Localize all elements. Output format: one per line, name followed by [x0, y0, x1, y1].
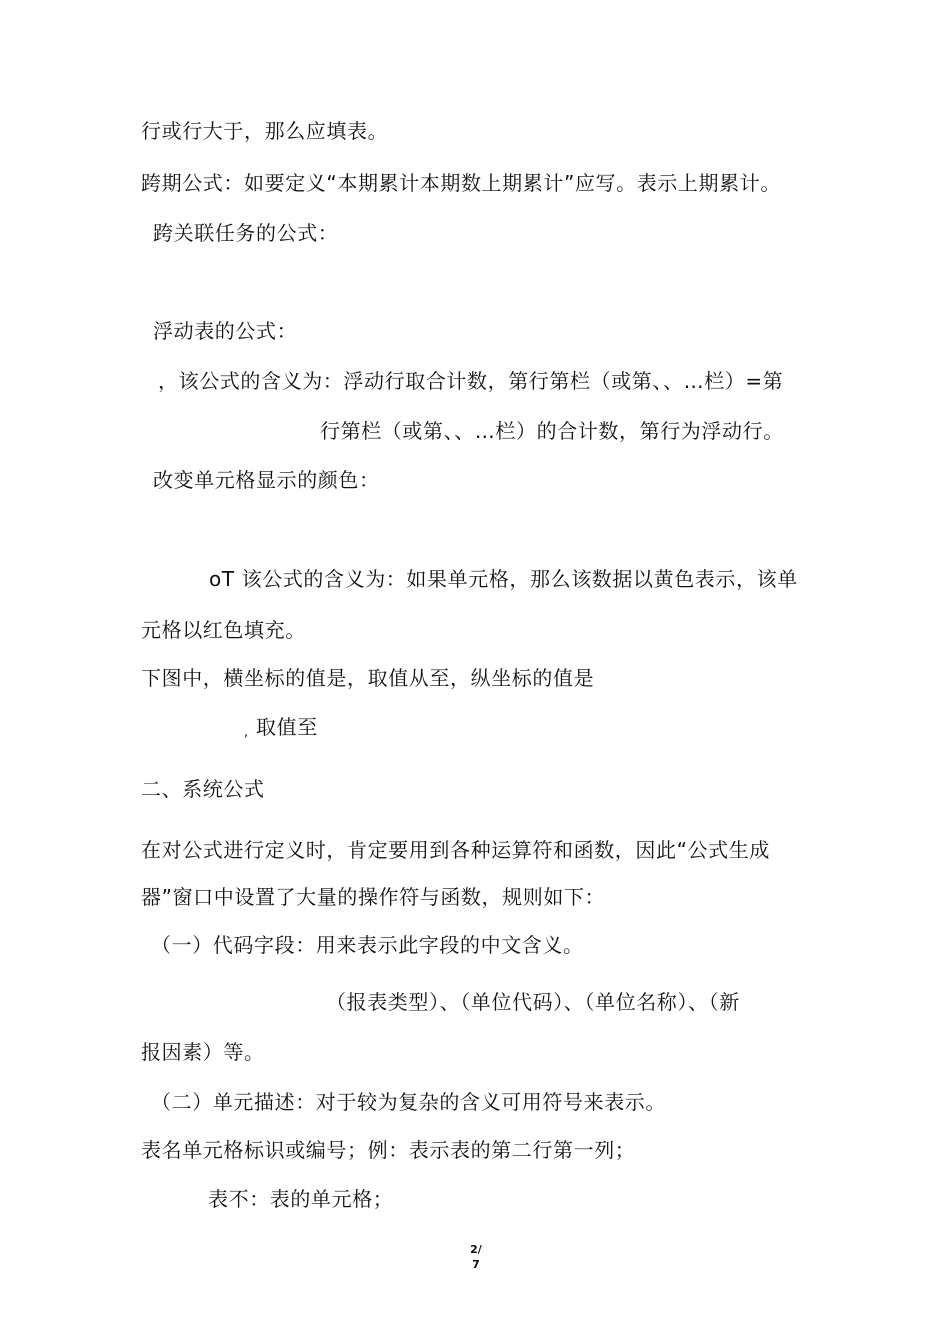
- text-line-20: 表不：表的单元格；: [208, 1187, 394, 1211]
- text-line-14: 器”窗口中设置了大量的操作符与函数，规则如下：: [141, 885, 606, 909]
- text-line-5: ，该公式的含义为：浮动行取合计数，第行第栏（或第、、…栏）=第: [158, 369, 784, 393]
- text-line-3: 跨关联任务的公式：: [153, 221, 339, 245]
- text-line-13: 在对公式进行定义时，肯定要用到各种运算符和函数，因此“公式生成: [141, 838, 770, 862]
- text-line-16: （报表类型）、（单位代码）、（单位名称）、（新: [326, 990, 740, 1014]
- section-heading: 二、系统公式: [141, 777, 265, 801]
- text-line-2: 跨期公式：如要定义“本期累计本期数上期累计”应写。表示上期累计。: [141, 171, 781, 195]
- text-line-15: （一）代码字段：用来表示此字段的中文含义。: [151, 933, 584, 957]
- text-line-4: 浮动表的公式：: [153, 319, 298, 343]
- text-line-19: 表名单元格标识或编号；例：表示表的第二行第一列；: [141, 1138, 636, 1162]
- page-number: [462, 1242, 490, 1272]
- text-line-7: 改变单元格显示的颜色：: [153, 468, 380, 492]
- text-line-17: 报因素）等。: [141, 1040, 265, 1064]
- text-line-18: （二）单元描述：对于较为复杂的含义可用符号来表示。: [151, 1090, 666, 1114]
- page-number-total: 7: [472, 1258, 480, 1271]
- text-line-10: 下图中，横坐标的值是，取值从至，纵坐标的值是: [141, 666, 595, 690]
- text-line-11: 取值至: [256, 715, 318, 739]
- text-line-9: 元格以红色填充。: [141, 618, 306, 642]
- text-line-8: oT 该公式的含义为：如果单元格，那么该数据以黄色表示，该单: [209, 567, 798, 591]
- text-line-1: 行或行大于，那么应填表。: [141, 119, 389, 143]
- small-comma: ,: [244, 725, 249, 740]
- page-number-current: 2/: [470, 1243, 482, 1256]
- text-line-6: 行第栏（或第、、…栏）的合计数，第行为浮动行。: [320, 419, 784, 443]
